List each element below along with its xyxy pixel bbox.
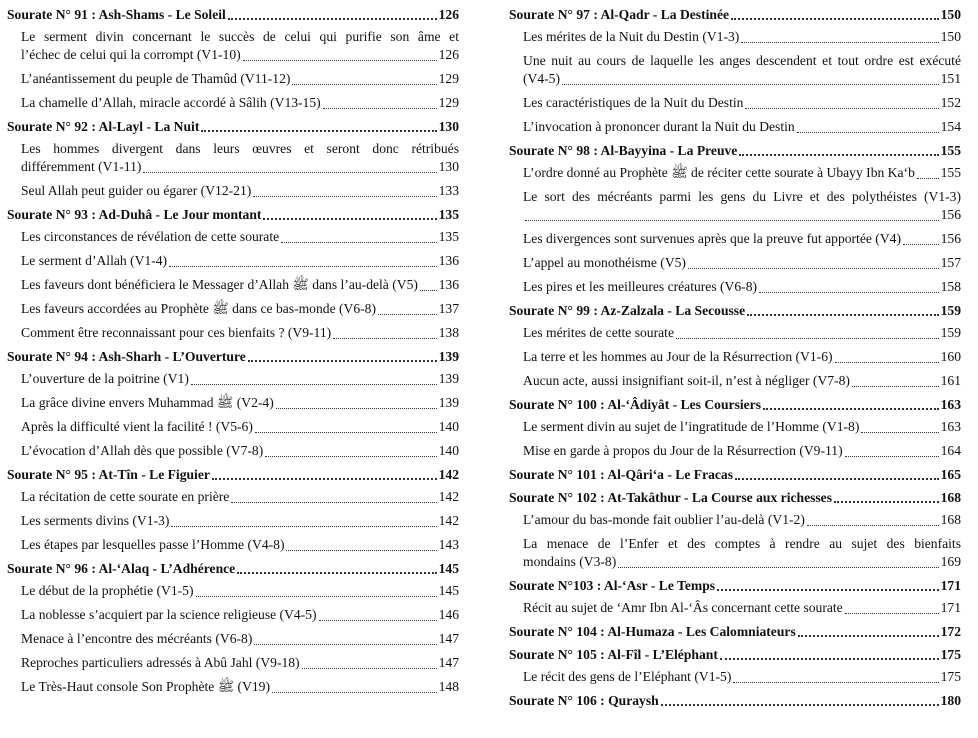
page-number: 142 [438, 467, 459, 482]
subentry-text: Les caractéristiques de la Nuit du Destin [523, 95, 744, 110]
subentry-text: L’évocation d’Allah dès que possible (V7-8) [21, 443, 264, 458]
toc-subentry[interactable] [523, 188, 961, 224]
toc-subentry[interactable] [21, 488, 459, 506]
dot-leader [191, 384, 437, 385]
dot-leader [798, 635, 939, 637]
subentry-last-line [523, 94, 961, 112]
dot-leader [302, 668, 437, 669]
sourate-title: Sourate N° 104 : Al-Humaza - Les Calomniateurs [509, 624, 796, 639]
subentry-last-line [523, 553, 961, 571]
dot-leader [618, 567, 938, 568]
toc-subentry[interactable] [523, 230, 961, 248]
subentry-text: L’appel au monothéisme (V5) [523, 255, 686, 270]
subentry-text-line: Le serment divin concernant le succès de celui qui purifie son âme et [21, 29, 459, 44]
subentry-text: Après la difficulté vient la facilité ! (V5-6) [21, 419, 253, 434]
sourate-title: Sourate N° 92 : Al-Layl - La Nuit [7, 119, 200, 134]
toc-subentry[interactable] [21, 582, 459, 600]
page-number: 160 [940, 349, 961, 364]
sourate-title: Sourate N° 106 : Quraysh [509, 693, 659, 708]
toc-subentry[interactable] [523, 164, 961, 182]
dot-leader [333, 338, 436, 339]
toc-subentry[interactable] [523, 254, 961, 272]
dot-leader [917, 178, 939, 179]
dot-leader [420, 290, 437, 291]
page-number: 143 [438, 537, 459, 552]
page-number: 133 [438, 183, 459, 198]
page-number: 130 [438, 119, 459, 134]
sourate-title: Sourate N° 102 : At-Takâthur - La Course aux richesses [509, 490, 833, 505]
page-number: 147 [438, 631, 459, 646]
subentry-last-line [523, 372, 961, 390]
subentry-text: Les circonstances de révélation de cette sourate [21, 229, 280, 244]
page-number: 129 [438, 71, 459, 86]
toc-subentry[interactable] [523, 94, 961, 112]
toc-subentry[interactable] [21, 418, 459, 436]
subentry-text: Les faveurs dont bénéficiera le Messager d’Allah ﷺ dans l’au-delà (V5) [21, 277, 418, 292]
subentry-last-line [523, 254, 961, 272]
subentry-text: La grâce divine envers Muhammad ﷺ (V2-4) [21, 395, 274, 410]
dot-leader [272, 692, 437, 693]
page-number: 161 [940, 373, 961, 388]
dot-leader [747, 314, 938, 316]
subentry-text: Les pires et les meilleures créatures (V6-8) [523, 279, 758, 294]
toc-subentry[interactable] [523, 511, 961, 529]
subentry-text: Menace à l’encontre des mécréants (V6-8) [21, 631, 253, 646]
sourate-heading[interactable] [509, 302, 961, 319]
sourate-title: Sourate N° 101 : Al-Qâri‘a - Le Fracas [509, 467, 734, 482]
page-number: 155 [940, 143, 961, 158]
dot-leader [143, 172, 436, 173]
dot-leader [276, 408, 437, 409]
page-number: 138 [438, 325, 459, 340]
subentry-last-line [523, 668, 961, 686]
page-number: 165 [940, 467, 961, 482]
sourate-title: Sourate N° 96 : Al-‘Alaq - L’Adhérence [7, 561, 236, 576]
dot-leader [720, 658, 939, 660]
sourate-heading[interactable] [509, 692, 961, 709]
dot-leader [228, 18, 437, 20]
dot-leader [525, 220, 939, 221]
subentry-text: Récit au sujet de ‘Amr Ibn Al-‘Âs concernant cette sourate [523, 600, 843, 615]
dot-leader [281, 242, 436, 243]
toc-subentry[interactable] [21, 28, 459, 64]
subentry-text: Le récit des gens de l’Eléphant (V1-5) [523, 669, 732, 684]
subentry-text: Les mérites de cette sourate [523, 325, 674, 340]
subentry-text: Comment être reconnaissant pour ces bienfaits ? (V9-11) [21, 325, 332, 340]
subentry-text: Reproches particuliers adressés à Abû Jahl (V9-18) [21, 655, 300, 670]
subentry-last-line [21, 442, 459, 460]
dot-leader [739, 154, 938, 156]
dot-leader [171, 526, 436, 527]
toc-subentry[interactable] [21, 630, 459, 648]
sourate-heading[interactable] [509, 142, 961, 159]
subentry-text-line: Le sort des mécréants parmi les gens du Livre et des polythéistes (V1-3) [523, 189, 961, 204]
subentry-text: différemment (V1-11) [21, 159, 142, 174]
toc-subentry[interactable] [21, 276, 459, 294]
subentry-last-line [21, 678, 459, 696]
page-number: 140 [438, 443, 459, 458]
toc-subentry[interactable] [523, 118, 961, 136]
subentry-text: Les mérites de la Nuit du Destin (V1-3) [523, 29, 740, 44]
dot-leader [688, 268, 939, 269]
subentry-text: L’amour du bas-monde fait oublier l’au-delà (V1-2) [523, 512, 805, 527]
sourate-title: Sourate N°103 : Al-‘Asr - Le Temps [509, 578, 716, 593]
page-number: 146 [438, 607, 459, 622]
toc-column-right [509, 6, 961, 714]
subentry-text: Aucun acte, aussi insignifiant soit-il, n’est à négliger (V7-8) [523, 373, 850, 388]
page-number: 156 [940, 231, 961, 246]
toc-subentry[interactable] [21, 140, 459, 176]
page-number: 130 [438, 159, 459, 174]
subentry-text: L’ouverture de la poitrine (V1) [21, 371, 189, 386]
toc-subentry[interactable] [523, 324, 961, 342]
page-number: 156 [940, 207, 961, 222]
page-number: 169 [940, 554, 961, 569]
page-number: 139 [438, 371, 459, 386]
subentry-last-line [21, 46, 459, 64]
dot-leader [845, 456, 939, 457]
page-number: 154 [940, 119, 961, 134]
toc-subentry[interactable] [21, 654, 459, 672]
page-number: 145 [438, 583, 459, 598]
subentry-text-line: Les hommes divergent dans leurs œuvres et seront donc rétribués [21, 141, 459, 156]
sourate-heading[interactable] [509, 396, 961, 413]
dot-leader [255, 432, 437, 433]
page-number: 155 [940, 165, 961, 180]
page-number: 180 [940, 693, 961, 708]
sourate-heading[interactable] [7, 466, 459, 483]
subentry-text: Le début de la prophétie (V1-5) [21, 583, 194, 598]
page-number: 139 [438, 349, 459, 364]
subentry-last-line [21, 370, 459, 388]
dot-leader [319, 620, 437, 621]
sourate-heading[interactable] [509, 623, 961, 640]
sourate-heading[interactable] [7, 6, 459, 23]
subentry-last-line [21, 158, 459, 176]
sourate-title: Sourate N° 95 : At-Tîn - Le Figuier [7, 467, 210, 482]
page-number: 135 [438, 229, 459, 244]
page-number: 136 [438, 253, 459, 268]
subentry-last-line [21, 94, 459, 112]
toc-subentry[interactable] [523, 348, 961, 366]
dot-leader [265, 456, 436, 457]
toc-subentry[interactable] [523, 599, 961, 617]
subentry-text: Les faveurs accordées au Prophète ﷺ dans ce bas-monde (V6-8) [21, 301, 376, 316]
dot-leader [562, 84, 939, 85]
dot-leader [237, 572, 436, 574]
page-number: 172 [940, 624, 961, 639]
dot-leader [212, 478, 437, 480]
page-number: 139 [438, 395, 459, 410]
toc-subentry[interactable] [21, 678, 459, 696]
dot-leader [286, 550, 436, 551]
dot-leader [845, 613, 939, 614]
toc-subentry[interactable] [523, 535, 961, 571]
subentry-last-line [523, 28, 961, 46]
subentry-text: L’invocation à prononcer durant la Nuit du Destin [523, 119, 795, 134]
page-number: 171 [940, 578, 961, 593]
subentry-last-line [523, 230, 961, 248]
toc-subentry[interactable] [523, 372, 961, 390]
subentry-last-line [21, 276, 459, 294]
subentry-last-line [523, 206, 961, 224]
subentry-last-line [21, 630, 459, 648]
page-number: 147 [438, 655, 459, 670]
dot-leader [834, 501, 939, 503]
subentry-text: Le Très-Haut console Son Prophète ﷺ (V19) [21, 679, 271, 694]
sourate-title: Sourate N° 98 : Al-Bayyina - La Preuve [509, 143, 738, 158]
subentry-last-line [21, 536, 459, 554]
page-number: 135 [438, 207, 459, 222]
page-number: 150 [940, 29, 961, 44]
page-number: 142 [438, 513, 459, 528]
page-number: 171 [940, 600, 961, 615]
page-number: 164 [940, 443, 961, 458]
page-number: 126 [438, 47, 459, 62]
dot-leader [292, 84, 436, 85]
toc-subentry[interactable] [21, 394, 459, 412]
subentry-text: Mise en garde à propos du Jour de la Résurrection (V9-11) [523, 443, 843, 458]
page-number: 175 [940, 669, 961, 684]
page-number: 168 [940, 490, 961, 505]
dot-leader [243, 60, 437, 61]
page-number: 150 [940, 7, 961, 22]
subentry-last-line [21, 606, 459, 624]
subentry-last-line [21, 324, 459, 342]
page-number: 152 [940, 95, 961, 110]
subentry-last-line [523, 70, 961, 88]
dot-leader [378, 314, 437, 315]
subentry-text: L’anéantissement du peuple de Thamûd (V11-12) [21, 71, 291, 86]
dot-leader [717, 589, 939, 591]
subentry-last-line [21, 488, 459, 506]
page-number: 163 [940, 419, 961, 434]
dot-leader [797, 132, 939, 133]
dot-leader [807, 525, 939, 526]
page-number: 148 [438, 679, 459, 694]
subentry-text: La chamelle d’Allah, miracle accordé à Sâlih (V13-15) [21, 95, 321, 110]
sourate-heading[interactable] [509, 489, 961, 506]
page-number: 145 [438, 561, 459, 576]
toc-subentry[interactable] [21, 512, 459, 530]
dot-leader [661, 704, 939, 706]
subentry-text: mondains (V3-8) [523, 554, 617, 569]
sourate-title: Sourate N° 91 : Ash-Shams - Le Soleil [7, 7, 226, 22]
sourate-heading[interactable] [509, 466, 961, 483]
sourate-title: Sourate N° 105 : Al-Fîl - L’Eléphant [509, 647, 718, 662]
dot-leader [196, 596, 437, 597]
dot-leader [903, 244, 939, 245]
subentry-last-line [523, 599, 961, 617]
subentry-text-line: La menace de l’Enfer et des comptes à rendre au sujet des bienfaits [523, 536, 961, 551]
toc-subentry[interactable] [21, 252, 459, 270]
subentry-last-line [21, 182, 459, 200]
subentry-text: Les étapes par lesquelles passe l’Homme (V4-8) [21, 537, 285, 552]
dot-leader [248, 360, 437, 362]
subentry-last-line [523, 118, 961, 136]
toc-subentry[interactable] [21, 94, 459, 112]
toc-subentry[interactable] [21, 324, 459, 342]
page-number: 158 [940, 279, 961, 294]
toc-subentry[interactable] [523, 668, 961, 686]
subentry-last-line [21, 394, 459, 412]
toc-subentry[interactable] [21, 536, 459, 554]
sourate-title: Sourate N° 93 : Ad-Duhâ - Le Jour montant [7, 207, 262, 222]
subentry-text: Le serment divin au sujet de l’ingratitude de l’Homme (V1-8) [523, 419, 860, 434]
subentry-last-line [523, 442, 961, 460]
dot-leader [852, 386, 939, 387]
sourate-heading[interactable] [7, 348, 459, 365]
page-number: 159 [940, 303, 961, 318]
subentry-text: La terre et les hommes au Jour de la Résurrection (V1-6) [523, 349, 833, 364]
sourate-title: Sourate N° 97 : Al-Qadr - La Destinée [509, 7, 730, 22]
dot-leader [835, 362, 939, 363]
subentry-last-line [21, 418, 459, 436]
toc-subentry[interactable] [523, 418, 961, 436]
page-number: 163 [940, 397, 961, 412]
dot-leader [733, 682, 938, 683]
dot-leader [759, 292, 939, 293]
sourate-title: Sourate N° 100 : Al-‘Âdiyât - Les Coursiers [509, 397, 761, 412]
subentry-text: La noblesse s’acquiert par la science religieuse (V4-5) [21, 607, 317, 622]
dot-leader [861, 432, 938, 433]
subentry-text: Les serments divins (V1-3) [21, 513, 170, 528]
sourate-title: Sourate N° 99 : Az-Zalzala - La Secousse [509, 303, 746, 318]
dot-leader [323, 108, 437, 109]
dot-leader [741, 42, 938, 43]
subentry-last-line [21, 582, 459, 600]
page-number: 157 [940, 255, 961, 270]
sourate-heading[interactable] [7, 206, 459, 223]
toc-subentry[interactable] [523, 442, 961, 460]
dot-leader [763, 408, 939, 410]
dot-leader [263, 218, 436, 220]
sourate-title: Sourate N° 94 : Ash-Sharh - L’Ouverture [7, 349, 246, 364]
toc-subentry[interactable] [21, 442, 459, 460]
toc-subentry[interactable] [523, 28, 961, 46]
subentry-last-line [523, 511, 961, 529]
sourate-heading[interactable] [7, 560, 459, 577]
page-number: 168 [940, 512, 961, 527]
page-number: 159 [940, 325, 961, 340]
dot-leader [735, 478, 939, 480]
subentry-text: Seul Allah peut guider ou égarer (V12-21) [21, 183, 252, 198]
subentry-text: l’échec de celui qui la corrompt (V1-10) [21, 47, 241, 62]
subentry-last-line [523, 418, 961, 436]
page-number: 151 [940, 71, 961, 86]
sourate-heading[interactable] [509, 577, 961, 594]
page-number: 129 [438, 95, 459, 110]
subentry-text: Le serment d’Allah (V1-4) [21, 253, 168, 268]
dot-leader [201, 130, 436, 132]
page-number: 175 [940, 647, 961, 662]
subentry-last-line [21, 252, 459, 270]
dot-leader [169, 266, 437, 267]
page-number: 136 [438, 277, 459, 292]
subentry-last-line [21, 300, 459, 318]
toc-subentry[interactable] [21, 370, 459, 388]
dot-leader [253, 196, 436, 197]
subentry-last-line [21, 654, 459, 672]
page-number: 140 [438, 419, 459, 434]
toc-subentry[interactable] [21, 182, 459, 200]
dot-leader [254, 644, 436, 645]
dot-leader [745, 108, 938, 109]
subentry-last-line [523, 278, 961, 296]
dot-leader [231, 502, 436, 503]
page-number: 126 [438, 7, 459, 22]
toc-subentry[interactable] [523, 52, 961, 88]
subentry-last-line [21, 228, 459, 246]
subentry-text: L’ordre donné au Prophète ﷺ de réciter cette sourate à Ubayy Ibn Ka‘b [523, 165, 915, 180]
subentry-last-line [523, 324, 961, 342]
subentry-last-line [21, 70, 459, 88]
subentry-last-line [523, 348, 961, 366]
subentry-last-line [523, 164, 961, 182]
page-number: 142 [438, 489, 459, 504]
sourate-heading[interactable] [7, 118, 459, 135]
toc-subentry[interactable] [21, 300, 459, 318]
toc-column-left [7, 6, 459, 702]
dot-leader [731, 18, 939, 20]
page-number: 137 [438, 301, 459, 316]
subentry-last-line [21, 512, 459, 530]
subentry-text: La récitation de cette sourate en prière [21, 489, 230, 504]
toc-subentry[interactable] [21, 70, 459, 88]
subentry-text-line: Une nuit au cours de laquelle les anges descendent et tout ordre est exécuté [523, 53, 961, 68]
toc-subentry[interactable] [21, 606, 459, 624]
sourate-heading[interactable] [509, 646, 961, 663]
toc-subentry[interactable] [523, 278, 961, 296]
sourate-heading[interactable] [509, 6, 961, 23]
subentry-text: (V4-5) [523, 71, 560, 86]
toc-subentry[interactable] [21, 228, 459, 246]
dot-leader [676, 338, 939, 339]
subentry-text: Les divergences sont survenues après que la preuve fut apportée (V4) [523, 231, 901, 246]
